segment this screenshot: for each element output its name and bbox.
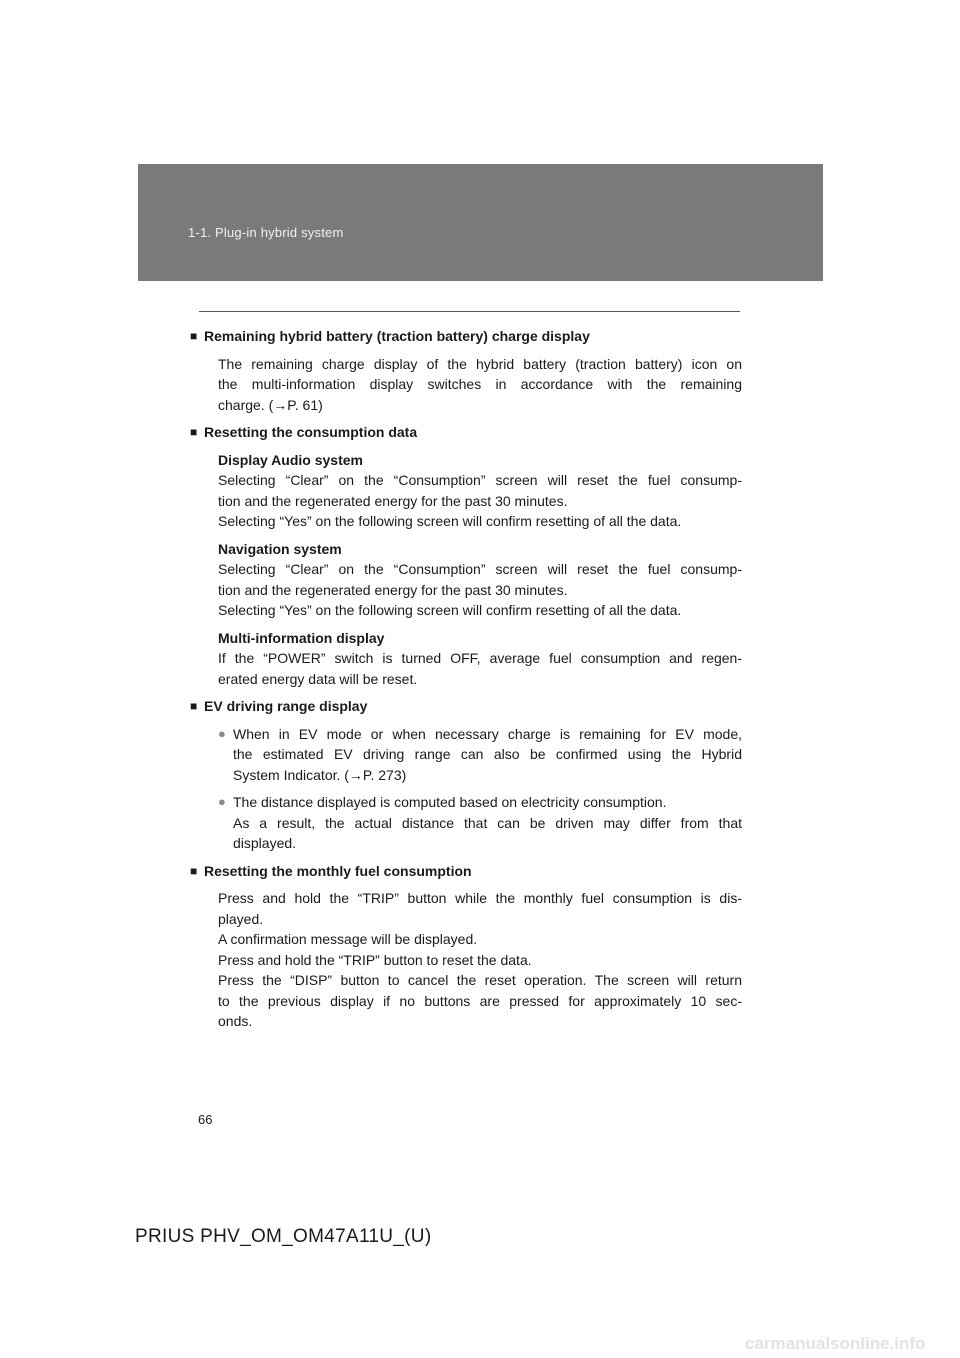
chapter-header-band [138, 164, 823, 281]
header-rule [199, 311, 740, 312]
text-line: played. [218, 910, 264, 927]
list-item [218, 792, 742, 854]
text-line: the multi-information display switches in accordance with the remaining [218, 376, 742, 392]
circle-bullet-icon: ● [218, 794, 226, 809]
square-bullet-icon: ■ [190, 863, 198, 878]
subsection [218, 450, 742, 532]
text-line: the estimated EV driving range can also be confirmed using the Hybrid [233, 746, 742, 762]
square-bullet-icon: ■ [190, 329, 198, 343]
text-line: System Indicator. (→P. 273) [233, 766, 407, 783]
section-heading [190, 696, 742, 717]
text-line: tion and the regenerated energy for the past 30 minutes. [218, 581, 568, 598]
circle-bullet-icon: ● [218, 725, 226, 741]
subsection-title: Multi-information display [218, 629, 385, 646]
text-line: If the “POWER” switch is turned OFF, average fuel consumption and regen- [218, 650, 742, 666]
watermark[interactable]: carmanualsonline.info [745, 1334, 926, 1353]
page-number: 66 [198, 1112, 213, 1127]
text-line: Press the “DISP” button to cancel the reset operation. The screen will return [218, 972, 742, 988]
subsection [218, 539, 742, 621]
document-id: PRIUS PHV_OM_OM47A11U_(U) [135, 1226, 432, 1247]
text-line: Press and hold the “TRIP” button to reset the data. [218, 951, 532, 968]
subsection-title: Navigation system [218, 540, 342, 557]
text-line: charge. (→P. 61) [218, 396, 323, 413]
section-heading [190, 326, 742, 347]
text-line: Press and hold the “TRIP” button while the monthly fuel consumption is dis- [218, 890, 742, 906]
text-line: erated energy data will be reset. [218, 670, 418, 687]
text-line: Selecting “Yes” on the following screen will confirm resetting of all the data. [218, 513, 682, 529]
section-title: Resetting the monthly fuel consumption [204, 862, 472, 879]
text-line: The distance displayed is computed based on electricity consumption. [233, 794, 667, 810]
section-title: EV driving range display [204, 698, 368, 714]
section-title: Resetting the consumption data [204, 424, 418, 440]
section-paragraph [218, 354, 742, 416]
text-line: A confirmation message will be displayed. [218, 931, 478, 947]
text-line: onds. [218, 1013, 253, 1029]
list-item [218, 724, 742, 786]
text-line: Selecting “Yes” on the following screen will confirm resetting of all the data. [218, 602, 682, 618]
subsection [218, 628, 742, 690]
section-heading [190, 861, 742, 882]
section-paragraph [218, 888, 742, 1032]
chapter-section-title: 1-1. Plug-in hybrid system [188, 225, 344, 240]
text-line: Selecting “Clear” on the “Consumption” screen will reset the fuel consump- [218, 472, 742, 488]
text-line: tion and the regenerated energy for the past 30 minutes. [218, 492, 568, 509]
text-line: As a result, the actual distance that can be driven may differ from that [233, 814, 742, 831]
text-line: The remaining charge display of the hybrid battery (traction battery) icon on [218, 355, 742, 372]
subsection-title: Display Audio system [218, 451, 363, 468]
text-line: displayed. [233, 835, 297, 851]
text-line: Selecting “Clear” on the “Consumption” screen will reset the fuel consump- [218, 561, 742, 577]
page-content [190, 326, 742, 1032]
section-title: Remaining hybrid battery (traction battery) charge display [204, 328, 590, 344]
square-bullet-icon: ■ [190, 425, 198, 439]
square-bullet-icon: ■ [190, 699, 198, 713]
section-heading [190, 422, 742, 443]
text-line: to the previous display if no buttons are pressed for approximately 10 sec- [218, 992, 742, 1009]
text-line: When in EV mode or when necessary charge is remaining for EV mode, [233, 725, 742, 742]
